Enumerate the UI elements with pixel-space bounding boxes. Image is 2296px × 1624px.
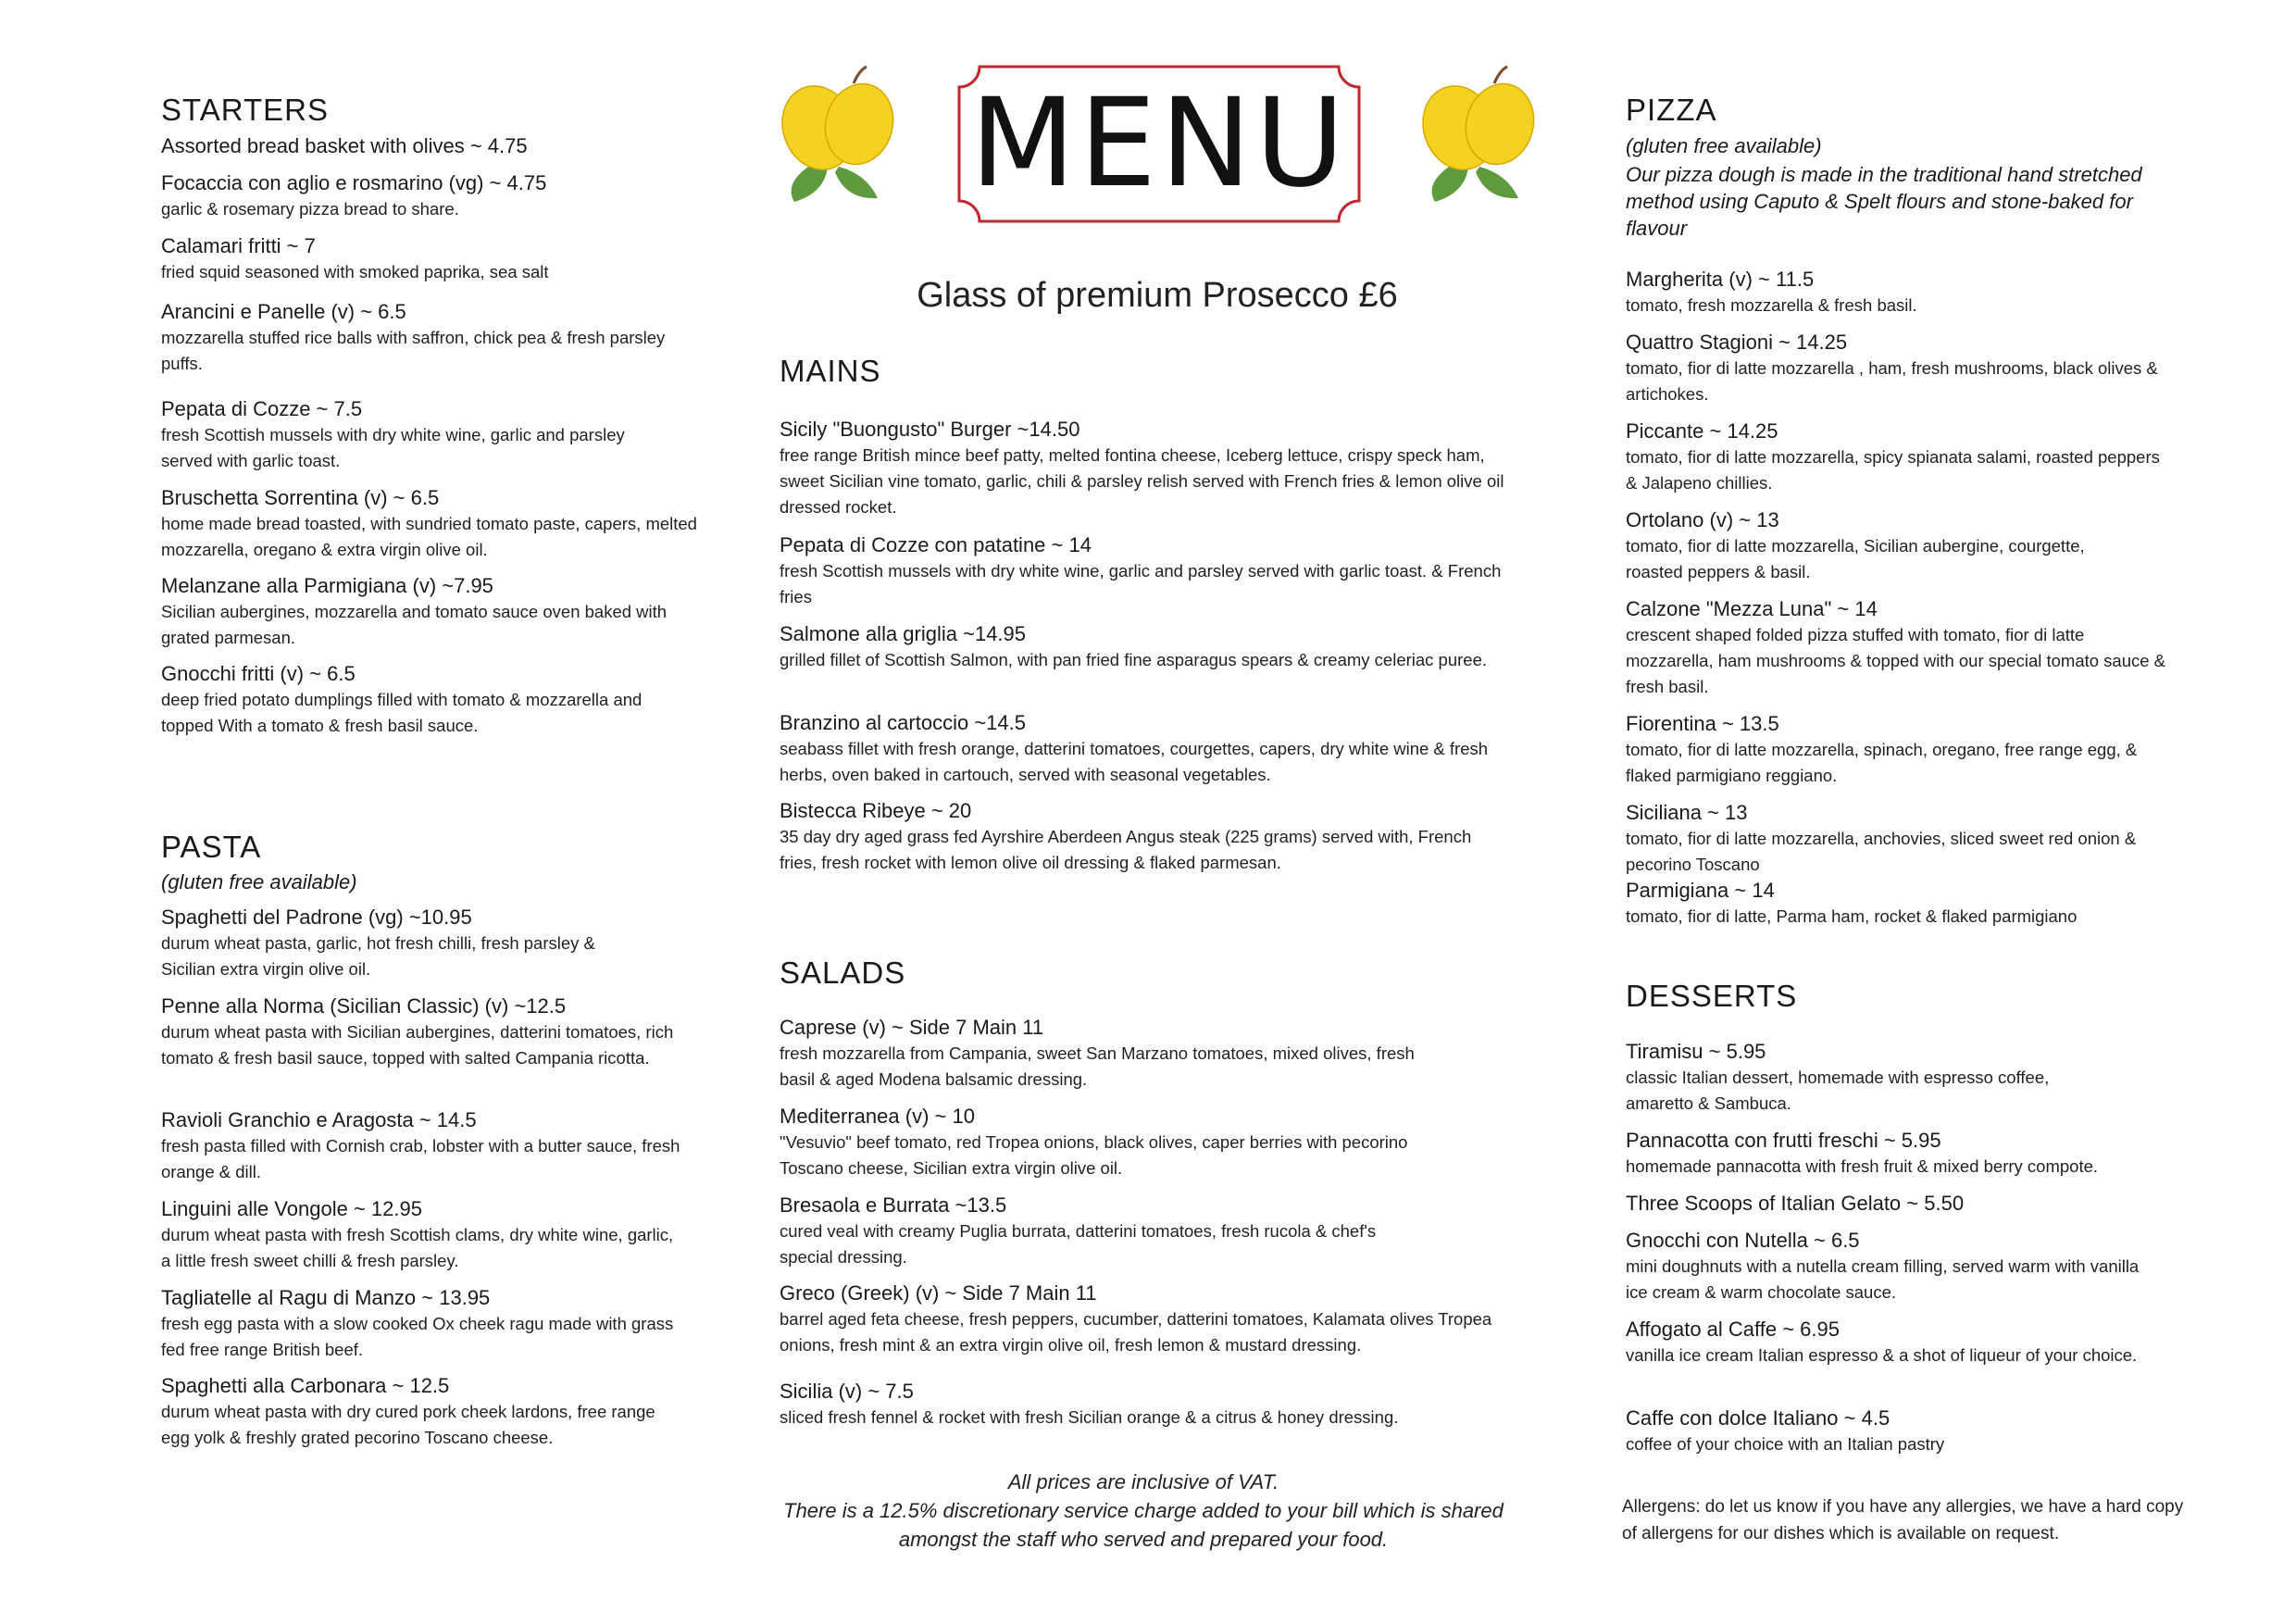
menu-item: [1626, 330, 2172, 407]
menu-item: [161, 1373, 680, 1451]
item-name: Caffe con dolce Italiano ~ 4.5: [1626, 1406, 1890, 1430]
item-description: tomato, fior di latte, Parma ham, rocket & flaked parmigiano: [1626, 906, 2078, 926]
menu-item: [161, 133, 698, 159]
menu-item: [1626, 1317, 2144, 1368]
item-description: tomato, fior di latte mozzarella, anchovies, sliced sweet red onion & pecorino Toscano: [1626, 829, 2137, 874]
vat-line: All prices are inclusive of VAT.: [1007, 1470, 1279, 1493]
item-description: fresh mozzarella from Campania, sweet San Marzano tomatoes, mixed olives, fresh basil & aged Modena balsamic dressing.: [780, 1043, 1415, 1089]
item-name: Arancini e Panelle (v) ~ 6.5: [161, 300, 406, 323]
item-name: Linguini alle Vongole ~ 12.95: [161, 1197, 422, 1220]
item-name: Bistecca Ribeye ~ 20: [780, 799, 972, 822]
pasta-gluten-note: (gluten free available): [161, 870, 357, 893]
menu-item: [161, 170, 698, 222]
item-description: fresh Scottish mussels with dry white wine, garlic and parsley served with garlic toast. & French fries: [780, 561, 1502, 606]
menu-item: [161, 299, 680, 377]
item-name: Siciliana ~ 13: [1626, 801, 1748, 824]
menu-item: [1626, 711, 2144, 789]
item-description: mini doughnuts with a nutella cream filling, served warm with vanilla ice cream & warm chocolate sauce.: [1626, 1256, 2140, 1302]
menu-item: [161, 233, 698, 285]
item-description: tomato, fior di latte mozzarella, Sicilian aubergine, courgette, roasted peppers & basil.: [1626, 536, 2085, 581]
item-name: Parmigiana ~ 14: [1626, 879, 1775, 902]
item-name: Bresaola e Burrata ~13.5: [780, 1193, 1007, 1217]
item-name: Pepata di Cozze ~ 7.5: [161, 397, 363, 420]
item-description: grilled fillet of Scottish Salmon, with pan fried fine asparagus spears & creamy celeriac puree.: [780, 650, 1488, 669]
item-description: classic Italian dessert, homemade with espresso coffee, amaretto & Sambuca.: [1626, 1068, 2050, 1113]
menu-item: [161, 1196, 680, 1274]
salads-heading: SALADS: [780, 956, 906, 990]
item-name: Pepata di Cozze con patatine ~ 14: [780, 533, 1092, 556]
menu-item: [1626, 507, 2144, 585]
item-description: tomato, fior di latte mozzarella, spicy spianata salami, roasted peppers & Jalapeno chillies.: [1626, 447, 2160, 493]
item-name: Sicily "Buongusto" Burger ~14.50: [780, 418, 1080, 441]
item-description: durum wheat pasta with dry cured pork cheek lardons, free range egg yolk & freshly grated pecorino Toscano cheese.: [161, 1402, 655, 1447]
menu-item: [161, 1285, 680, 1363]
item-description: durum wheat pasta, garlic, hot fresh chilli, fresh parsley & Sicilian extra virgin olive oil.: [161, 933, 595, 979]
item-name: Spaghetti del Padrone (vg) ~10.95: [161, 906, 472, 929]
menu-item: [161, 1107, 698, 1185]
item-description: homemade pannacotta with fresh fruit & mixed berry compote.: [1626, 1156, 2099, 1176]
item-description: coffee of your choice with an Italian pastry: [1626, 1434, 1945, 1454]
prosecco-offer: Glass of premium Prosecco £6: [917, 276, 1398, 315]
item-description: tomato, fior di latte mozzarella , ham, fresh mushrooms, black olives & artichokes.: [1626, 358, 2158, 404]
menu-item: [1626, 267, 2172, 319]
menu-item: [780, 1379, 1529, 1430]
item-description: tomato, fresh mozzarella & fresh basil.: [1626, 295, 1917, 315]
menu-item: [1626, 418, 2172, 496]
menu-item: [161, 573, 680, 651]
item-description: durum wheat pasta with Sicilian aubergines, datterini tomatoes, rich tomato & fresh basil sauce, topped with salted Campania ricotta.: [161, 1022, 674, 1068]
menu-item: [161, 661, 698, 739]
item-description: cured veal with creamy Puglia burrata, datterini tomatoes, fresh rucola & chef's special dressing.: [780, 1221, 1377, 1267]
item-description: tomato, fior di latte mozzarella, spinach, oregano, free range egg, & flaked parmigiano reggiano.: [1626, 740, 2138, 785]
menu-item: [780, 798, 1502, 876]
item-name: Melanzane alla Parmigiana (v) ~7.95: [161, 574, 493, 597]
item-name: Assorted bread basket with olives ~ 4.75: [161, 134, 528, 157]
menu-title-frame: [955, 63, 1363, 225]
mains-heading: MAINS: [780, 354, 881, 388]
item-name: Tagliatelle al Ragu di Manzo ~ 13.95: [161, 1286, 491, 1309]
item-name: Tiramisu ~ 5.95: [1626, 1040, 1766, 1063]
item-name: Fiorentina ~ 13.5: [1626, 712, 1779, 735]
menu-item: [161, 485, 698, 563]
item-description: "Vesuvio" beef tomato, red Tropea onions, black olives, caper berries with pecorino Toscano cheese, Sicilian extra virgin olive oil.: [780, 1132, 1408, 1178]
menu-item: [780, 621, 1502, 673]
allergens-note: Allergens: do let us know if you have any allergies, we have a hard copy of allergens for our dishes which is available on request.: [1622, 1497, 2184, 1543]
item-description: home made bread toasted, with sundried tomato paste, capers, melted mozzarella, oregano & extra virgin olive oil.: [161, 514, 697, 559]
item-name: Affogato al Caffe ~ 6.95: [1626, 1318, 1840, 1341]
item-description: deep fried potato dumplings filled with tomato & mozzarella and topped With a tomato & fresh basil sauce.: [161, 690, 643, 735]
menu-item: [1626, 1405, 2172, 1457]
menu-item: [161, 993, 698, 1071]
item-name: Sicilia (v) ~ 7.5: [780, 1380, 914, 1403]
vat-note: [778, 1468, 1509, 1554]
item-name: Gnocchi con Nutella ~ 6.5: [1626, 1229, 1860, 1252]
item-name: Margherita (v) ~ 11.5: [1626, 268, 1815, 291]
item-name: Penne alla Norma (Sicilian Classic) (v) ~12.5: [161, 994, 567, 1018]
item-description: fresh Scottish mussels with dry white wine, garlic and parsley served with garlic toast.: [161, 425, 625, 470]
item-description: vanilla ice cream Italian espresso & a shot of liqueur of your choice.: [1626, 1345, 2138, 1365]
menu-item: [780, 1104, 1418, 1181]
item-description: mozzarella stuffed rice balls with saffron, chick pea & fresh parsley puffs.: [161, 328, 666, 373]
pasta-heading: PASTA: [161, 830, 262, 864]
lemon-icon: [1415, 63, 1544, 202]
starters-heading: STARTERS: [161, 93, 329, 127]
menu-item: [1626, 1191, 2172, 1217]
item-description: seabass fillet with fresh orange, datterini tomatoes, courgettes, capers, dry white wine & fresh herbs, oven baked in cartouch, served with seasonal vegetables.: [780, 739, 1489, 784]
menu-item: [1626, 878, 2172, 930]
item-description: Sicilian aubergines, mozzarella and tomato sauce oven baked with grated parmesan.: [161, 602, 668, 647]
item-description: durum wheat pasta with fresh Scottish clams, dry white wine, garlic, a little fresh sweet chilli & fresh parsley.: [161, 1225, 674, 1270]
item-name: Ortolano (v) ~ 13: [1626, 508, 1779, 531]
item-name: Salmone alla griglia ~14.95: [780, 622, 1027, 645]
item-description: garlic & rosemary pizza bread to share.: [161, 199, 459, 219]
item-name: Three Scoops of Italian Gelato ~ 5.50: [1626, 1192, 1965, 1215]
menu-item: [780, 1193, 1418, 1270]
menu-item: [780, 1280, 1502, 1358]
item-name: Caprese (v) ~ Side 7 Main 11: [780, 1016, 1044, 1039]
item-description: sliced fresh fennel & rocket with fresh Sicilian orange & a citrus & honey dressing.: [780, 1407, 1399, 1427]
item-name: Spaghetti alla Carbonara ~ 12.5: [161, 1374, 450, 1397]
item-description: barrel aged feta cheese, fresh peppers, cucumber, datterini tomatoes, Kalamata olives Tropea onions, fresh mint & an extra virgin olive oil, fresh lemon & mustard dressing.: [780, 1309, 1492, 1355]
menu-item: [1626, 596, 2172, 700]
pizza-heading: PIZZA: [1626, 93, 1717, 127]
item-name: Greco (Greek) (v) ~ Side 7 Main 11: [780, 1281, 1097, 1305]
menu-item: [1626, 1128, 2172, 1180]
menu-item: [161, 905, 643, 982]
pizza-dough-description: Our pizza dough is made in the traditional hand stretched method using Caputo & Spelt flours and stone-baked for flavour: [1626, 163, 2142, 240]
pizza-gluten-note: (gluten free available): [1626, 134, 1822, 157]
item-name: Pannacotta con frutti freschi ~ 5.95: [1626, 1129, 1941, 1152]
item-name: Gnocchi fritti (v) ~ 6.5: [161, 662, 356, 685]
item-name: Ravioli Granchio e Aragosta ~ 14.5: [161, 1108, 477, 1131]
menu-item: [780, 1015, 1418, 1093]
menu-item: [780, 417, 1529, 520]
service-charge-line: There is a 12.5% discretionary service charge added to your bill which is shared amongst the staff who served and prepared your food.: [783, 1499, 1504, 1551]
item-name: Focaccia con aglio e rosmarino (vg) ~ 4.75: [161, 171, 547, 194]
item-description: 35 day dry aged grass fed Ayrshire Aberdeen Angus steak (225 grams) served with, French fries, fresh rocket with lemon olive oil dressing & flaked parmesan.: [780, 827, 1472, 872]
menu-item: [1626, 800, 2144, 878]
item-name: Calamari fritti ~ 7: [161, 234, 316, 257]
menu-item: [1626, 1039, 2116, 1117]
item-description: crescent shaped folded pizza stuffed with tomato, fior di latte mozzarella, ham mushrooms & topped with our special tomato sauce & fresh basil.: [1626, 625, 2166, 696]
menu-item: [780, 532, 1502, 610]
item-name: Quattro Stagioni ~ 14.25: [1626, 331, 1848, 354]
item-name: Bruschetta Sorrentina (v) ~ 6.5: [161, 486, 440, 509]
item-name: Piccante ~ 14.25: [1626, 419, 1778, 443]
lemon-icon: [774, 63, 904, 202]
menu-item: [780, 710, 1502, 788]
item-description: fresh egg pasta with a slow cooked Ox cheek ragu made with grass fed free range British beef.: [161, 1314, 674, 1359]
menu-item: [161, 396, 680, 474]
item-name: Branzino al cartoccio ~14.5: [780, 711, 1026, 734]
menu-item: [1626, 1228, 2144, 1305]
menu-title: MENU: [969, 72, 1349, 215]
item-name: Calzone "Mezza Luna" ~ 14: [1626, 597, 1878, 620]
item-description: fried squid seasoned with smoked paprika, sea salt: [161, 262, 549, 281]
item-name: Mediterranea (v) ~ 10: [780, 1105, 975, 1128]
item-description: free range British mince beef patty, melted fontina cheese, Iceberg lettuce, crispy speck ham, sweet Sicilian vine tomato, garlic, chili & parsley relish served with French fries & lemon olive oil dressed rocket.: [780, 445, 1504, 517]
desserts-heading: DESSERTS: [1626, 979, 1798, 1013]
item-description: fresh pasta filled with Cornish crab, lobster with a butter sauce, fresh orange & dill.: [161, 1136, 680, 1181]
